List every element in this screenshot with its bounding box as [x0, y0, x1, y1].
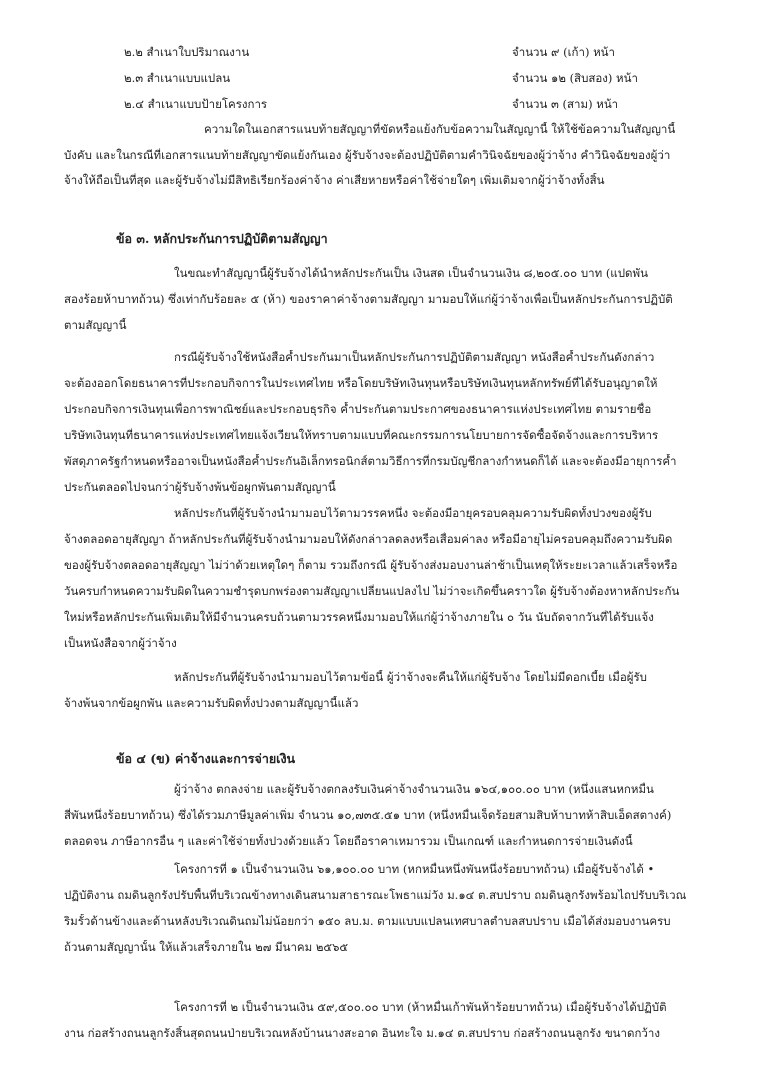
text-line: บังคับ และในกรณีที่เอกสารแนบท้ายสัญญาขัดแย้งกันเอง ผู้รับจ้างจะต้องปฏิบัติตามคำวินิจฉัยของผู้ว่าจ้าง คำวินิจฉัยของผู้ว่า [64, 148, 671, 162]
clause-4-heading: ข้อ ๔ (ข) ค่าจ้างและการจ่ายเงิน [116, 752, 296, 766]
text-line: พัสดุภาครัฐกำหนดหรืออาจเป็นหนังสือค้ำประกันอิเล็กทรอนิกส์ตามวิธีการที่กรมบัญชีกลางกำหนดก็ได้ และจะต้องมีอายุการค้ำ [64, 454, 677, 468]
text-line: ผู้ว่าจ้าง ตกลงจ่าย และผู้รับจ้างตกลงรับเงินค่าจ้างจำนวนเงิน ๑๖๔,๑๐๐.๐๐ บาท (หนึ่งแสนหกหมื่น [174, 782, 654, 796]
text-line: จ้างตลอดอายุสัญญา ถ้าหลักประกันที่ผู้รับจ้างนำมามอบให้ดังกล่าวลดลงหรือเสื่อมค่าลง หรือมีอายุไม่ครอบคลุมถึงความรับผิด [64, 532, 673, 546]
text-line: ใหม่หรือหลักประกันเพิ่มเติมให้มีจำนวนครบถ้วนตามวรรคหนึ่งมามอบให้แก่ผู้ว่าจ้างภายใน ๐ วัน นับถัดจากวันที่ได้รับแจ้ง [64, 610, 654, 624]
text-line: ของผู้รับจ้างตลอดอายุสัญญา ไม่ว่าด้วยเหตุใดๆ ก็ตาม รวมถึงกรณี ผู้รับจ้างส่งมอบงานล่าช้าเป็นเหตุให้ระยะเวลาแล้วเสร็จหรือ [64, 558, 678, 572]
text-line: งาน ก่อสร้างถนนลูกรังสิ้นสุดถนนป่ายบริเวณหลังบ้านนางสะอาด อินทะใจ ม.๑๔ ต.สบปราบ ก่อสร้างถนนลูกรัง ขนาดกว้าง [64, 1026, 660, 1040]
text-line: บริษัทเงินทุนที่ธนาคารแห่งประเทศไทยแจ้งเวียนให้ทราบตามแบบที่คณะกรรมการนโยบายการจัดซื้อจัดจ้างและการบริหาร [64, 428, 659, 442]
text-line: ในขณะทำสัญญานี้ผู้รับจ้างได้นำหลักประกันเป็น เงินสด เป็นจำนวนเงิน ๘,๒๐๕.๐๐ บาท (แปดพัน [174, 266, 648, 280]
text-line: จ้างพ้นจากข้อผูกพัน และความรับผิดทั้งปวงตามสัญญานี้แล้ว [64, 696, 359, 710]
text-line: ถ้วนตามสัญญานั้น ให้แล้วเสร็จภายใน ๒๗ มีนาคม ๒๕๖๕ [64, 940, 349, 954]
text-line: ตลอดจน ภาษีอากรอื่น ๆ และค่าใช้จ่ายทั้งปวงด้วยแล้ว โดยถือราคาเหมารวม เป็นเกณฑ์ และกำหนดการจ่ายเงินดังนี้ [64, 834, 633, 848]
text-line: เป็นหนังสือจากผู้ว่าจ้าง [64, 636, 177, 650]
text-line: ประกอบกิจการเงินทุนเพื่อการพาณิชย์และประกอบธุรกิจ ค้ำประกันตามประกาศของธนาคารแห่งประเทศไทย ตามรายชื่อ [64, 402, 652, 416]
text-line: ความใดในเอกสารแนบท้ายสัญญาที่ขัดหรือแย้งกับข้อความในสัญญานี้ ให้ใช้ข้อความในสัญญานี้ [204, 122, 676, 136]
text-line: ริมรั้วด้านข้างและด้านหลังบริเวณดินถมไม่น้อยกว่า ๑๕๐ ลบ.ม. ตามแบบแปลนเทศบาลตำบลสบปราบ เมื่อได้ส่งมอบงานครบ [64, 914, 671, 928]
attachment-count: จำนวน ๓ (สาม) หน้า [512, 97, 619, 111]
attachment-label: ๒.๒ สำเนาใบปริมาณงาน [124, 45, 250, 59]
attachment-count: จำนวน ๙ (เก้า) หน้า [512, 45, 615, 59]
text-line: โครงการที่ ๒ เป็นจำนวนเงิน ๕๙,๕๐๐.๐๐ บาท (ห้าหมื่นเก้าพันห้าร้อยบาทถ้วน) เมื่อผู้รับจ้างได้ปฏิบัติ [174, 1000, 667, 1014]
text-line: ตามสัญญานี้ [64, 318, 127, 332]
text-line: วันครบกำหนดความรับผิดในความชำรุดบกพร่องตามสัญญาเปลี่ยนแปลงไป ไม่ว่าจะเกิดขึ้นคราวใด ผู้รับจ้างต้องหาหลักประกัน [64, 584, 680, 598]
text-line: โครงการที่ ๑ เป็นจำนวนเงิน ๖๑,๑๐๐.๐๐ บาท (หกหมื่นหนึ่งพันหนึ่งร้อยบาทถ้วน) เมื่อผู้รับจ้างได้ • [174, 862, 655, 876]
attachment-count: จำนวน ๑๒ (สิบสอง) หน้า [512, 71, 638, 85]
text-line: จะต้องออกโดยธนาคารที่ประกอบกิจการในประเทศไทย หรือโดยบริษัทเงินทุนหรือบริษัทเงินทุนหลักทรัพย์ที่ได้รับอนุญาตให้ [64, 376, 658, 390]
attachment-label: ๒.๓ สำเนาแบบแปลน [124, 71, 231, 85]
text-line: จ้างให้ถือเป็นที่สุด และผู้รับจ้างไม่มีสิทธิเรียกร้องค่าจ้าง ค่าเสียหายหรือค่าใช้จ่ายใดๆ เพิ่มเติมจากผู้ว่าจ้างทั้งสิ้น [64, 173, 605, 187]
text-line: ประกันตลอดไปจนกว่าผู้รับจ้างพ้นข้อผูกพันตามสัญญานี้ [64, 480, 336, 494]
clause-3-heading: ข้อ ๓. หลักประกันการปฏิบัติตามสัญญา [116, 232, 328, 246]
text-line: ปฏิบัติงาน ถมดินลูกรังปรับพื้นที่บริเวณข้างทางเดินสนามสาธารณะโพธาแม่วัง ม.๑๔ ต.สบปราบ ถมดินลูกรังพร้อมไถปรับบริเวณ [64, 888, 687, 902]
text-line: หลักประกันที่ผู้รับจ้างนำมามอบไว้ตามข้อนี้ ผู้ว่าจ้างจะคืนให้แก่ผู้รับจ้าง โดยไม่มีดอกเบี้ย เมื่อผู้รับ [174, 670, 647, 684]
text-line: สองร้อยห้าบาทถ้วน) ซึ่งเท่ากับร้อยละ ๕ (ห้า) ของราคาค่าจ้างตามสัญญา มามอบให้แก่ผู้ว่าจ้างเพื่อเป็นหลักประกันการปฏิบัติ [64, 292, 673, 306]
text-line: สี่พันหนึ่งร้อยบาทถ้วน) ซึ่งได้รวมภาษีมูลค่าเพิ่ม จำนวน ๑๐,๗๓๕.๕๑ บาท (หนึ่งหมื่นเจ็ดร้อยสามสิบห้าบาทห้าสิบเอ็ดสตางค์) [64, 808, 672, 822]
attachment-label: ๒.๔ สำเนาแบบป้ายโครงการ [124, 97, 268, 111]
text-line: หลักประกันที่ผู้รับจ้างนำมามอบไว้ตามวรรคหนึ่ง จะต้องมีอายุครอบคลุมความรับผิดทั้งปวงของผู้รับ [174, 506, 652, 520]
text-line: กรณีผู้รับจ้างใช้หนังสือค้ำประกันมาเป็นหลักประกันการปฏิบัติตามสัญญา หนังสือค้ำประกันดังกล่าว [174, 350, 655, 364]
